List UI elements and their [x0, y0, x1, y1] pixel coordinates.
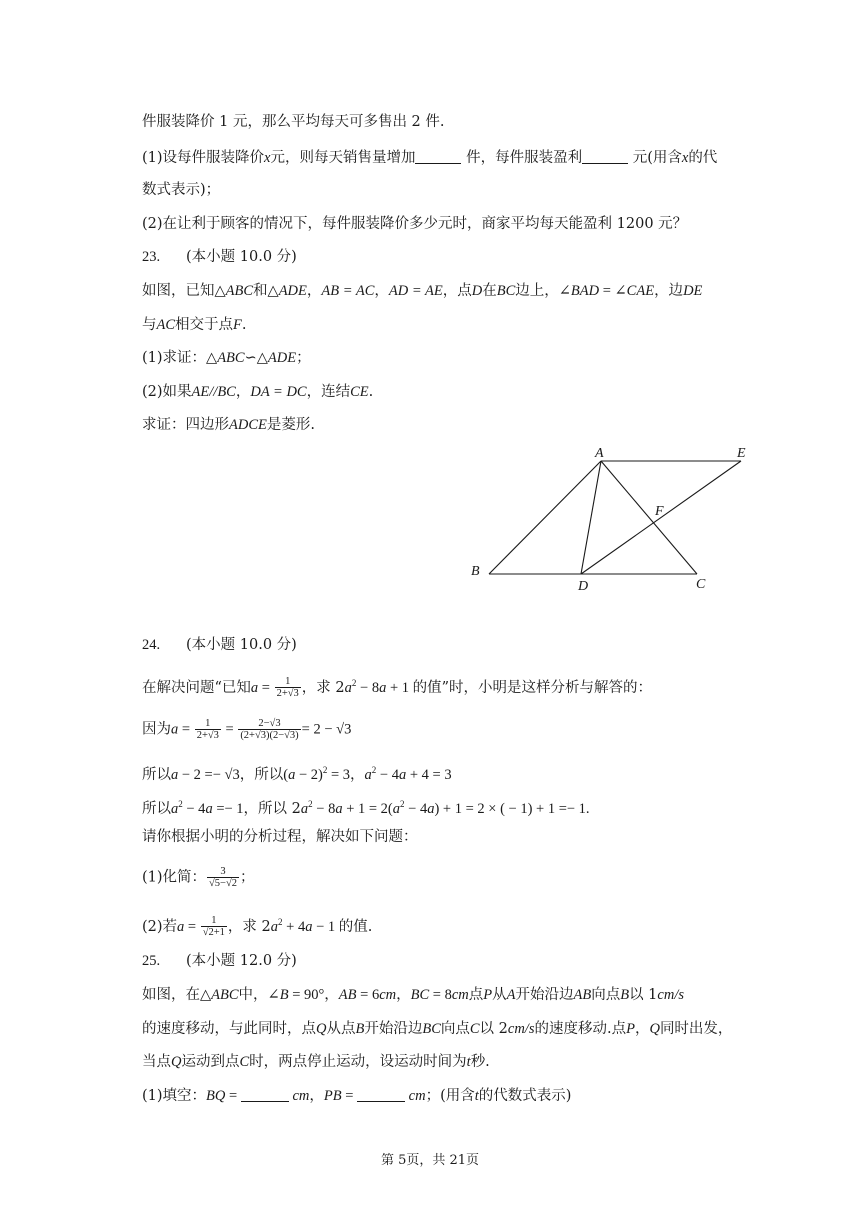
math: DA = DC: [250, 384, 307, 400]
text: 以 1: [629, 987, 658, 1003]
q25-line1: [142, 984, 684, 1006]
math: a: [300, 800, 309, 817]
text: 因为: [142, 721, 171, 738]
math: BC: [496, 283, 516, 299]
text: 是菱形.: [266, 417, 315, 433]
text: 所以: [142, 800, 171, 817]
question-number: 23.: [142, 249, 161, 265]
text: ；: [240, 869, 255, 886]
label-C: C: [696, 577, 706, 592]
text: ，: [374, 283, 389, 299]
q24-line3: 所以a − 2 =− √3，所以$(a - 2)^2 = 3$，$a^2 - 4a + 4 = 3$: [142, 765, 452, 783]
math: =: [341, 1088, 358, 1104]
q23-line1: [142, 280, 702, 302]
math: a: [344, 679, 352, 696]
page-footer: 第 5页，共 21页: [380, 1153, 480, 1168]
math: + 1: [386, 679, 413, 696]
text: ，连结: [306, 384, 351, 400]
math-x: x: [681, 150, 689, 166]
math: =− 1: [212, 800, 244, 817]
text: 中，∠: [238, 987, 280, 1003]
question-score: (本小题 12.0 分): [186, 953, 297, 969]
text: ，求 2: [227, 918, 271, 935]
q24-part2: (2)若a = $\frac{1}{√2+1}$ ，求 $2a^2 + 4a - 1$ 的值.: [142, 915, 373, 939]
math: cm/s: [657, 987, 684, 1003]
geometry-figure: [465, 440, 765, 600]
math: − 8: [312, 800, 336, 817]
math: + 1 = 2(: [342, 800, 393, 817]
text: ，: [324, 987, 339, 1003]
numerator: 2−√3: [238, 718, 300, 730]
q23-line2: [142, 314, 247, 336]
math: a: [392, 800, 401, 817]
segment-AC: [601, 461, 697, 574]
q23-header: [142, 246, 297, 268]
text: 和△: [253, 283, 279, 299]
math: cm: [405, 1088, 426, 1104]
numerator: 3: [207, 866, 239, 878]
math: ADCE: [229, 417, 267, 433]
math: + 4: [282, 918, 306, 935]
text: ，求 2: [301, 679, 345, 696]
text: ，所以: [239, 766, 284, 783]
numerator: 1: [275, 676, 301, 688]
math: a: [364, 766, 372, 783]
math: BC: [410, 987, 430, 1003]
math: a: [250, 679, 259, 696]
math: − 2)$^2$ = 3，: [295, 765, 365, 783]
text: 边上，∠: [515, 283, 571, 299]
fraction: [238, 718, 300, 741]
math: a: [335, 800, 343, 817]
math: a: [305, 918, 313, 935]
text: 所以: [142, 766, 171, 783]
math: cm: [451, 987, 469, 1003]
math: PB: [323, 1088, 342, 1104]
fraction: [275, 676, 301, 699]
math: BQ: [206, 1088, 226, 1104]
question-score: (本小题 10.0 分): [186, 637, 297, 653]
text: .: [368, 384, 374, 400]
text: 秒.: [470, 1054, 490, 1070]
answer-blank: [241, 1087, 289, 1102]
math: Q: [316, 1021, 327, 1037]
text: 时，两点停止运动，设运动时间为: [249, 1054, 467, 1070]
q24-part1: [142, 866, 255, 889]
text: 件，每件服装盈利: [461, 150, 583, 166]
text: ，: [306, 283, 322, 299]
text: 运动到点: [181, 1054, 240, 1070]
math: BC: [422, 1021, 441, 1037]
math: − 4: [182, 800, 206, 817]
math: − 2 =− √3: [178, 766, 240, 783]
label-A: A: [595, 446, 604, 461]
math: cm: [379, 987, 397, 1003]
text: 如图，在△: [142, 987, 212, 1003]
math: =: [258, 679, 274, 696]
math: =: [221, 721, 238, 738]
text: 向点: [591, 987, 621, 1003]
text: 开始沿边: [364, 1021, 423, 1037]
q23-part2: [142, 381, 373, 403]
text: 开始沿边: [515, 987, 574, 1003]
text: ，边: [654, 283, 684, 299]
text: 求证：四边形: [142, 417, 229, 433]
label-B: B: [471, 564, 480, 579]
math: a: [171, 721, 179, 738]
text: 元，则每天销售量增加: [270, 150, 416, 166]
text: 的值”时，小明是这样分析与解答的：: [412, 679, 653, 696]
question-number: 24.: [142, 637, 161, 653]
text: 从: [492, 987, 507, 1003]
math: = 90°: [288, 987, 325, 1003]
text: ，所以 2: [243, 800, 301, 817]
fraction: [207, 866, 239, 889]
fraction: [201, 915, 227, 938]
text: 的值.: [338, 918, 373, 935]
math: + 4 = 3: [406, 766, 452, 783]
math: AB: [573, 987, 592, 1003]
math: a: [205, 800, 213, 817]
math: = ∠: [599, 283, 627, 299]
math: − 1: [312, 918, 339, 935]
math: cm/s: [507, 1021, 535, 1037]
text: ∽△: [244, 350, 268, 366]
text: ；: [296, 350, 311, 366]
text: (1)设每件服装降价: [142, 150, 265, 166]
math: =: [178, 721, 194, 738]
q25-line3: [142, 1051, 490, 1073]
math: BAD: [570, 283, 600, 299]
text: ，: [396, 987, 411, 1003]
math: − 4: [376, 766, 399, 783]
math: =: [184, 918, 200, 935]
math-x: x: [264, 150, 271, 166]
text: ，点: [442, 283, 472, 299]
q23-part1: [142, 347, 311, 369]
math: ABC: [225, 283, 254, 299]
q22-part1-cont: 数式表示)；: [142, 182, 221, 198]
math: AD = AE: [388, 283, 443, 299]
math: D: [471, 283, 483, 299]
math: P: [483, 987, 493, 1003]
q22-line0: 件服装降价 1 元，那么平均每天可多售出 2 件.: [142, 114, 445, 130]
text: 同时出发，: [659, 1021, 733, 1037]
question-score: (本小题 10.0 分): [186, 249, 297, 265]
math: C: [469, 1021, 480, 1037]
text: (2)如果: [142, 384, 192, 400]
math: DE: [683, 283, 703, 299]
fraction: [195, 718, 221, 741]
math: P: [626, 1021, 635, 1037]
q24-line1: 在解决问题“已知a = $\frac{1}{2+√3}$ ，求 $2a^2 - 8a + 1$ 的值”时，小明是这样分析与解答的：: [142, 676, 653, 700]
q24-header: [142, 634, 297, 656]
text: 点: [468, 987, 484, 1003]
math: ADE: [267, 350, 297, 366]
question-number: 25.: [142, 953, 161, 969]
text: ，: [309, 1088, 324, 1104]
text: (2)若: [142, 918, 178, 935]
math: cm: [288, 1088, 310, 1104]
math: CAE: [626, 283, 655, 299]
math: B: [355, 1021, 365, 1037]
math: t: [466, 1054, 471, 1070]
denominator: 2+√3: [196, 730, 219, 741]
q23-part3: [142, 414, 315, 436]
math: =: [225, 1088, 241, 1104]
text: 向点: [440, 1021, 470, 1037]
text: ，: [235, 384, 251, 400]
text: 与: [142, 317, 157, 333]
math: − 8: [356, 679, 380, 696]
denominator: √5−√2: [209, 878, 237, 889]
label-F: F: [655, 504, 664, 519]
math: ABC: [217, 350, 245, 366]
math: a: [379, 679, 387, 696]
text: 如图，已知△: [142, 283, 226, 299]
math: ADE: [278, 283, 307, 299]
math: − 4: [404, 800, 428, 817]
math: AB: [338, 987, 357, 1003]
text: 从点: [326, 1021, 356, 1037]
math: Q: [171, 1054, 182, 1070]
text: 在解决问题“已知: [142, 679, 251, 696]
math: a: [171, 800, 179, 817]
math: Q: [649, 1021, 660, 1037]
q22-part2: (2)在让利于顾客的情况下，每件服装降价多少元时，商家平均每天能盈利 1200 元？: [142, 216, 688, 232]
math: a: [171, 766, 179, 783]
text: 的代数式表示): [478, 1088, 572, 1104]
text: 的速度移动.点: [534, 1021, 627, 1037]
answer-blank: [357, 1087, 405, 1102]
text: (1)填空：: [142, 1088, 207, 1104]
text: ；(用含: [425, 1088, 475, 1104]
numerator: 1: [201, 915, 227, 927]
math: a: [398, 766, 407, 783]
math: a: [427, 800, 435, 817]
math: A: [506, 987, 516, 1003]
denominator: (2+√3)(2−√3): [240, 730, 299, 741]
math: AB = AC: [321, 283, 375, 299]
text: (1)求证：△: [142, 350, 218, 366]
q24-line5: 请你根据小明的分析过程，解决如下问题：: [142, 829, 418, 845]
text: 在: [482, 283, 497, 299]
math: C: [239, 1054, 250, 1070]
q25-line2: [142, 1018, 732, 1040]
text: 的速度移动，与此同时，点: [142, 1021, 316, 1037]
math: t: [474, 1088, 479, 1104]
math: CE: [350, 384, 369, 400]
text: 元(用含: [628, 150, 682, 166]
answer-blank: [582, 149, 628, 164]
numerator: 1: [195, 718, 221, 730]
text: 以 2: [479, 1021, 508, 1037]
label-E: E: [737, 446, 746, 461]
text: 的代: [688, 150, 718, 166]
math: (: [283, 766, 289, 783]
math: a: [288, 766, 296, 783]
q22-part1: [142, 147, 717, 169]
math: AE//BC: [191, 384, 236, 400]
q24-line2: [142, 718, 351, 741]
math: B: [620, 987, 630, 1003]
text: (1)化简：: [142, 869, 207, 886]
math: B: [279, 987, 289, 1003]
math: a: [270, 918, 279, 935]
text: 当点: [142, 1054, 171, 1070]
denominator: √2+1: [202, 927, 225, 939]
math: ) + 1 = 2 × ( − 1) + 1 =− 1.: [434, 800, 590, 817]
q24-line4: 所以$a^2 - 4a =- 1$，所以 $2a^2 - 8a + 1 = 2(a^2 - 4a) + 1 = 2$ × ( − 1) + 1 =− 1.: [142, 799, 590, 817]
answer-blank: [415, 149, 461, 164]
q25-part1: [142, 1085, 571, 1107]
text: ，: [634, 1021, 650, 1037]
math: F: [233, 317, 242, 333]
label-D: D: [578, 579, 589, 594]
math: = 2 − √3: [301, 721, 352, 738]
math: ABC: [211, 987, 239, 1003]
math: a: [177, 918, 185, 935]
math: = 6: [356, 987, 380, 1003]
text: .: [241, 317, 247, 333]
denominator: 2+√3: [276, 688, 299, 700]
math: AC: [156, 317, 176, 333]
math: = 8: [429, 987, 452, 1003]
q25-header: [142, 950, 297, 972]
text: 相交于点: [175, 317, 234, 333]
